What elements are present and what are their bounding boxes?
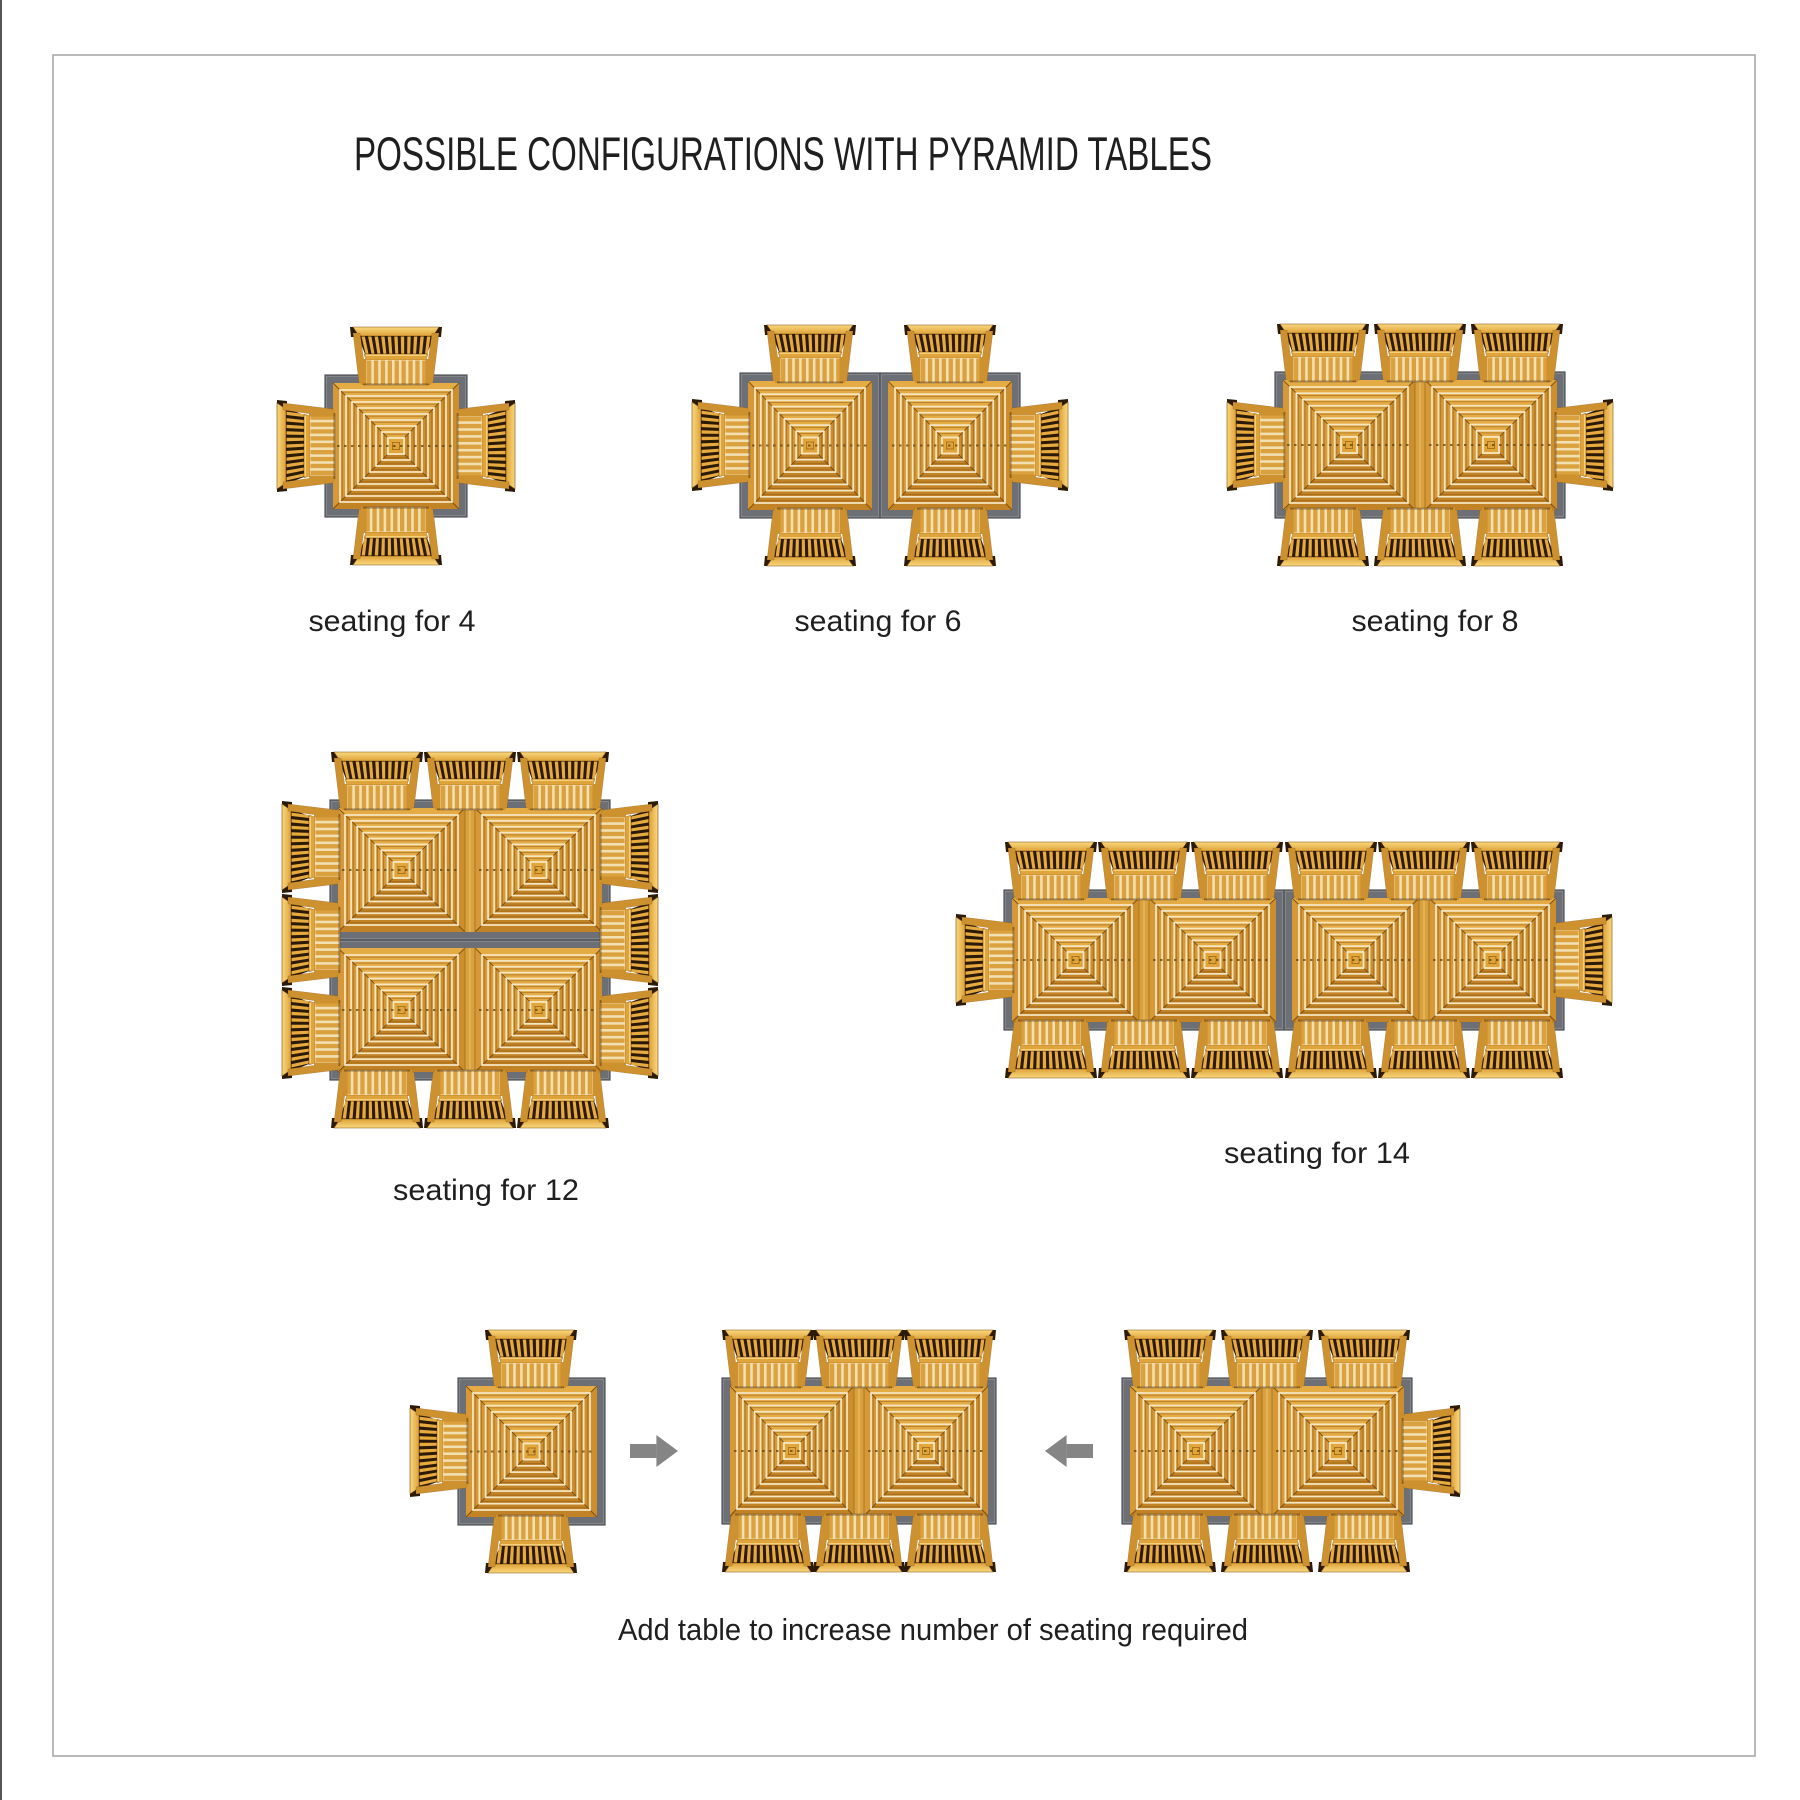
left-edge-line	[0, 0, 2, 1800]
table	[330, 800, 610, 940]
table	[722, 1378, 996, 1524]
caption-add-table: Add table to increase number of seating required	[618, 1612, 1248, 1647]
table	[1004, 890, 1284, 1030]
figure-seating-for-12	[282, 752, 658, 1128]
label-seating-for-12: seating for 12	[393, 1174, 579, 1207]
table	[325, 375, 467, 517]
label-seating-for-14: seating for 14	[1224, 1137, 1410, 1170]
label-seating-for-4: seating for 4	[308, 605, 476, 638]
table	[330, 940, 610, 1080]
table	[1122, 1378, 1412, 1524]
label-seating-for-8: seating for 8	[1351, 605, 1519, 638]
table	[458, 1378, 605, 1525]
label-seating-for-6: seating for 6	[794, 605, 962, 638]
table	[1284, 890, 1564, 1030]
figure-add-table-diagram	[410, 1330, 1460, 1573]
table	[1275, 372, 1565, 518]
diagram-title: POSSIBLE CONFIGURATIONS WITH PYRAMID TABLES	[354, 127, 1212, 180]
table	[740, 373, 880, 518]
table	[880, 373, 1020, 518]
figure-seating-for-8	[1227, 324, 1613, 566]
